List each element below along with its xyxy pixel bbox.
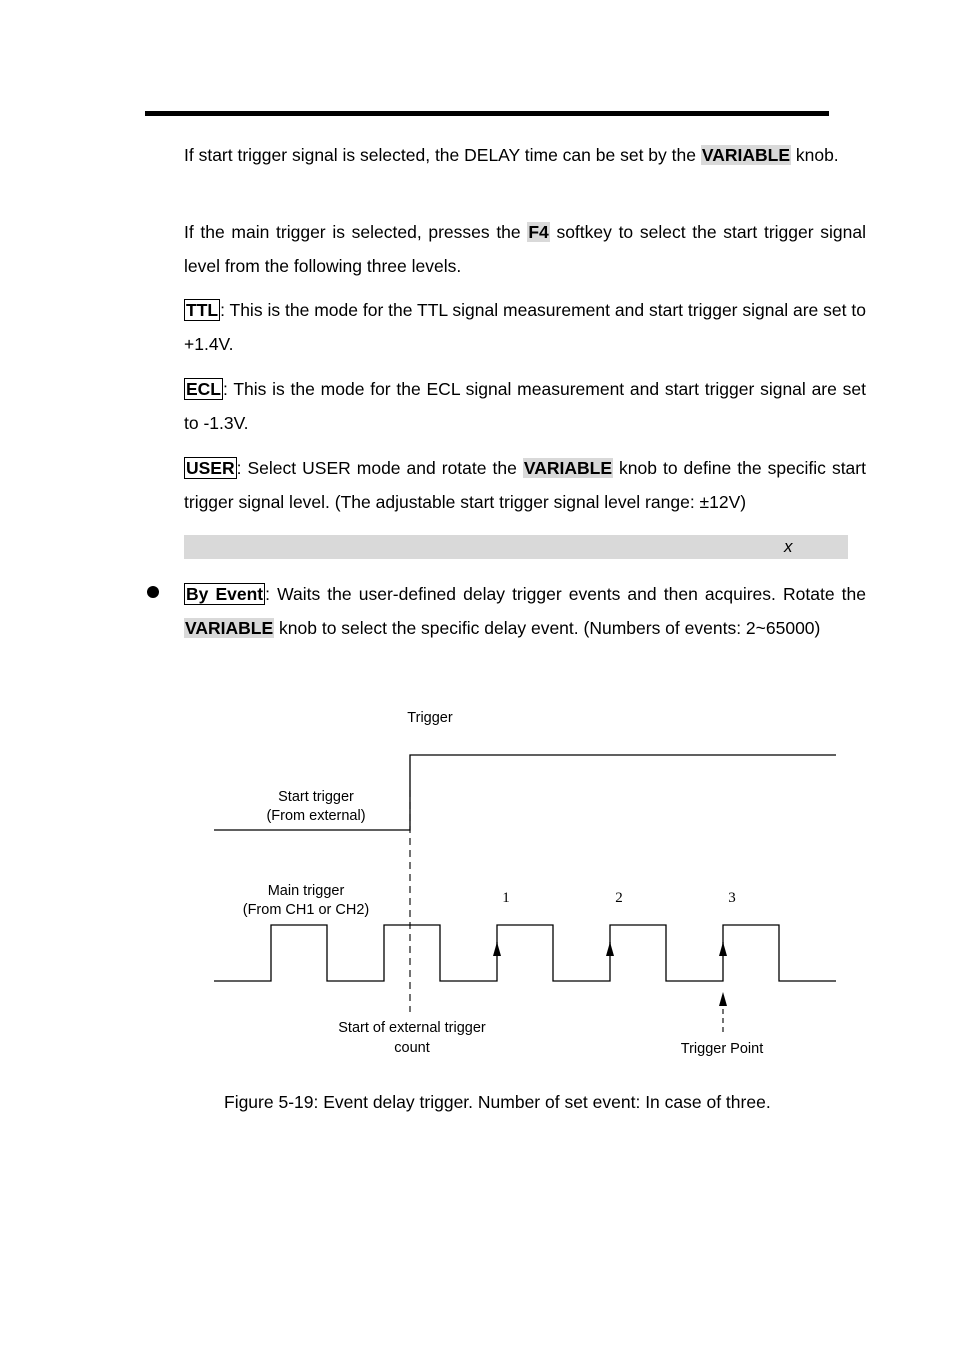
user-mode-label: USER xyxy=(186,458,235,478)
bullet-icon xyxy=(147,586,159,598)
trigger-point-label: Trigger Point xyxy=(680,1041,764,1057)
event-number-1: 1 xyxy=(502,890,510,906)
main-trigger-waveform xyxy=(214,925,836,981)
text: : Select USER mode and rotate the xyxy=(236,458,523,478)
paragraph-by-event xyxy=(184,577,866,645)
figure-caption: Figure 5-19: Event delay trigger. Number of set event: In case of three. xyxy=(224,1092,771,1112)
ecl-mode-label: ECL xyxy=(186,379,221,399)
text: : This is the mode for the ECL signal measurement and start trigger signal are set to -1.3V. xyxy=(184,379,866,433)
header-rule xyxy=(145,111,829,116)
bar-mark: x xyxy=(784,537,793,556)
text: : This is the mode for the TTL signal measurement and start trigger signal are set to +1.4V. xyxy=(184,300,866,354)
main-trigger-source-label: (From CH1 or CH2) xyxy=(242,902,370,918)
text: If the main trigger is selected, presses the xyxy=(184,222,528,242)
trigger-label: Trigger xyxy=(407,710,453,726)
text: If start trigger signal is selected, the DELAY time can be set by the xyxy=(184,145,701,165)
by-event-mode-label: By Event xyxy=(186,584,264,604)
paragraph-ttl xyxy=(184,293,866,361)
variable-key: VARIABLE xyxy=(701,145,790,165)
paragraph-main-trigger xyxy=(184,215,866,283)
text: softkey to select the start trigger signal level from the following three levels. xyxy=(184,222,866,276)
paragraph-delay-time xyxy=(184,138,866,172)
text: knob. xyxy=(791,145,839,165)
paragraph-ecl xyxy=(184,372,866,440)
event-number-3: 3 xyxy=(728,890,736,906)
event-delay-diagram xyxy=(0,690,954,1080)
main-trigger-label: Main trigger xyxy=(267,883,345,899)
start-count-label: Start of external trigger xyxy=(338,1020,486,1036)
start-count-label-line2: count xyxy=(394,1040,430,1056)
start-trigger-source-label: (From external) xyxy=(266,808,366,824)
text: knob to select the specific delay event. (Numbers of events: 2~65000) xyxy=(274,618,821,638)
gray-note-bar xyxy=(184,535,848,559)
ttl-mode-label: TTL xyxy=(186,300,219,320)
variable-key: VARIABLE xyxy=(523,458,612,478)
event-arrowhead-3 xyxy=(719,942,727,956)
event-number-2: 2 xyxy=(615,890,623,906)
text: knob to define the specific start trigger signal level. (The adjustable start trigger signal level range: ±12V) xyxy=(184,458,866,512)
f4-key: F4 xyxy=(528,222,549,242)
paragraph-user xyxy=(184,451,866,519)
start-trigger-label: Start trigger xyxy=(278,789,354,805)
variable-key: VARIABLE xyxy=(185,618,274,638)
event-arrowhead-1 xyxy=(493,942,501,956)
text: : Waits the user-defined delay trigger events and then acquires. Rotate the xyxy=(265,584,867,604)
trigger-point-arrowhead xyxy=(719,992,727,1006)
event-arrowhead-2 xyxy=(606,942,614,956)
